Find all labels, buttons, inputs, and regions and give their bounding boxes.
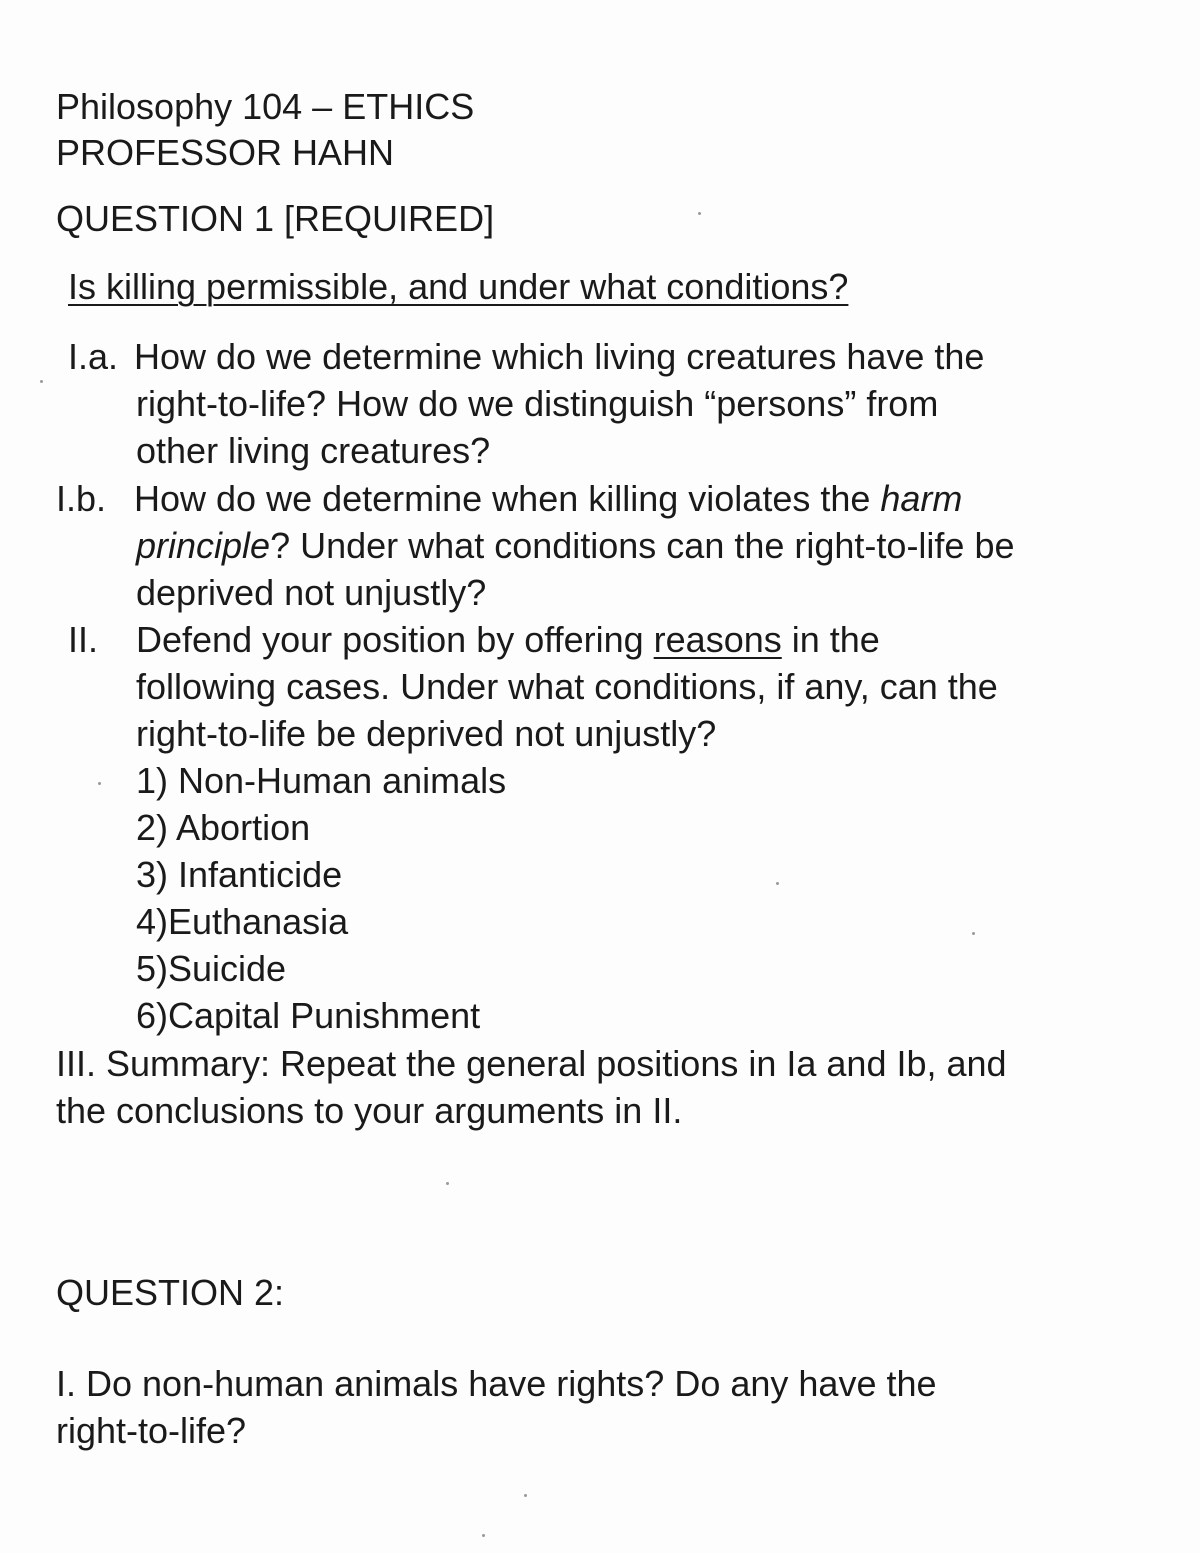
case-item: 5)Suicide	[136, 948, 287, 989]
item-ii-line-1-post: in the	[781, 619, 880, 660]
course-title: Philosophy 104 – ETHICS	[56, 86, 475, 127]
scan-speck	[524, 1494, 527, 1497]
item-iii-line-1: III. Summary: Repeat the general positions in Ia and Ib, and	[56, 1043, 1007, 1084]
scan-speck	[98, 782, 101, 785]
question-1-heading: QUESTION 1 [REQUIRED]	[56, 198, 495, 239]
item-ii-line-3: right-to-life be deprived not unjustly?	[136, 713, 717, 754]
item-ib-label: I.b.	[56, 478, 107, 519]
question-2-item-i-line-2: right-to-life?	[56, 1410, 247, 1451]
case-item: 4)Euthanasia	[136, 901, 349, 942]
case-item: 2) Abortion	[136, 807, 311, 848]
scan-speck	[698, 212, 701, 215]
item-ii-line-1-pre: Defend your position by offering	[136, 619, 654, 660]
scan-speck	[40, 380, 43, 383]
item-ia-line-3: other living creatures?	[136, 430, 491, 471]
question-2-item-i-line-1: I. Do non-human animals have rights? Do any have the	[56, 1363, 937, 1404]
item-ib-line-2-text: ? Under what conditions can the right-to-life be	[270, 525, 1015, 566]
case-item: 1) Non-Human animals	[136, 760, 507, 801]
scan-speck	[482, 1534, 485, 1537]
reasons-underlined: reasons	[653, 619, 782, 660]
item-ia-label: I.a.	[68, 336, 119, 377]
item-ii-label: II.	[68, 619, 99, 660]
item-ia-line-1: How do we determine which living creatures have the	[134, 336, 985, 377]
scan-speck	[446, 1182, 449, 1185]
scan-speck	[776, 882, 779, 885]
harm-emphasis: harm	[880, 478, 963, 519]
question-2-heading: QUESTION 2:	[56, 1272, 285, 1313]
item-ii-line-2: following cases. Under what conditions, if any, can the	[136, 666, 998, 707]
case-item: 3) Infanticide	[136, 854, 343, 895]
item-ib-line-2	[136, 523, 1015, 569]
item-ib-line-3: deprived not unjustly?	[136, 572, 487, 613]
item-iii-line-2: the conclusions to your arguments in II.	[56, 1090, 683, 1131]
item-ib-line-1	[134, 476, 962, 522]
principle-emphasis: principle	[136, 525, 271, 566]
question-1-prompt: Is killing permissible, and under what conditions?	[68, 266, 849, 307]
professor-name: PROFESSOR HAHN	[56, 132, 395, 173]
item-ia-line-2: right-to-life? How do we distinguish “persons” from	[136, 383, 939, 424]
item-ii-line-1	[136, 617, 880, 663]
case-item: 6)Capital Punishment	[136, 995, 481, 1036]
item-ib-line-1-text: How do we determine when killing violates the	[134, 478, 881, 519]
scan-speck	[972, 932, 975, 935]
